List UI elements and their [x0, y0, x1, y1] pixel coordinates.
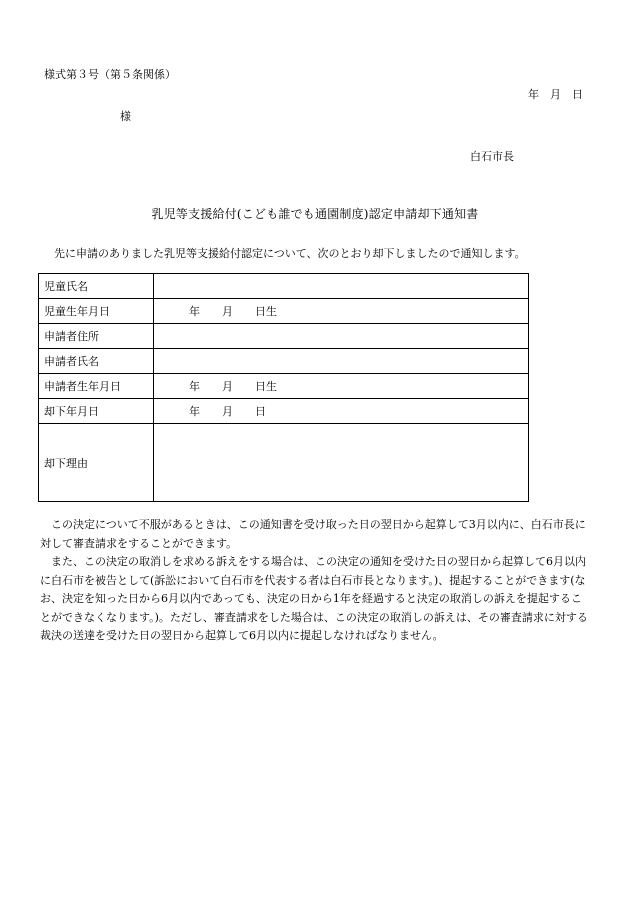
- row-value-text: [159, 456, 189, 469]
- table-row: [39, 299, 529, 324]
- row-value-text: [159, 355, 189, 368]
- row-label: 申請者住所: [39, 324, 154, 349]
- row-value: [154, 374, 529, 399]
- row-value: [154, 399, 529, 424]
- row-label: 児童氏名: [39, 274, 154, 299]
- addressee: 様: [120, 110, 131, 123]
- table-row: [39, 349, 529, 374]
- issue-date: 年 月 日: [528, 88, 583, 101]
- row-label: 児童生年月日: [39, 299, 154, 324]
- row-label: 申請者生年月日: [39, 374, 154, 399]
- row-value: [154, 274, 529, 299]
- table-row: [39, 324, 529, 349]
- note-paragraph: また、この決定の取消しを求める訴えをする場合は、この決定の通知を受けた日の翌日から起算して6月以内に白石市を被告として(訴訟において白石市を代表する者は白石市長となります。)、提起することができます(なお、決定を知った日から6月以内であっても、決定の日から1年を経過すると決定の取消しの訴えを提起することができなくなります。)。ただし、審査請求をした場合は、この決定の取消しの訴えは、その審査請求に対する裁決の送達を受けた日の翌日から起算して6月以内に提起しなければなりません。: [40, 555, 588, 642]
- table-row: [39, 424, 529, 502]
- table-row: [39, 399, 529, 424]
- document-title: 乳児等支援給付(こども誰でも通園制度)認定申請却下通知書: [151, 207, 479, 221]
- row-label: 却下年月日: [39, 399, 154, 424]
- row-value-text: 年 月 日: [189, 405, 266, 418]
- row-label: 却下理由: [39, 424, 154, 502]
- row-value-text: [159, 330, 189, 343]
- form-number: 様式第３号（第５条関係）: [44, 68, 176, 81]
- row-value: [154, 324, 529, 349]
- issuer-name: 白石市長: [470, 150, 514, 163]
- details-table: [38, 273, 529, 502]
- table-row: [39, 274, 529, 299]
- table-row: [39, 374, 529, 399]
- row-value: [154, 424, 529, 502]
- intro-text: 先に申請のありました乳児等支援給付認定について、次のとおり却下しましたので通知します。: [54, 247, 526, 260]
- row-value-text: 年 月 日生: [189, 305, 277, 318]
- row-value: [154, 299, 529, 324]
- note-paragraph: この決定について不服があるときは、この通知書を受け取った日の翌日から起算して3月以内に、白石市長に対して審査請求をすることができます。: [40, 518, 586, 550]
- row-label: 申請者氏名: [39, 349, 154, 374]
- row-value-text: 年 月 日生: [189, 380, 277, 393]
- row-value: [154, 349, 529, 374]
- row-value-text: [159, 280, 189, 293]
- notes-section: [40, 516, 590, 646]
